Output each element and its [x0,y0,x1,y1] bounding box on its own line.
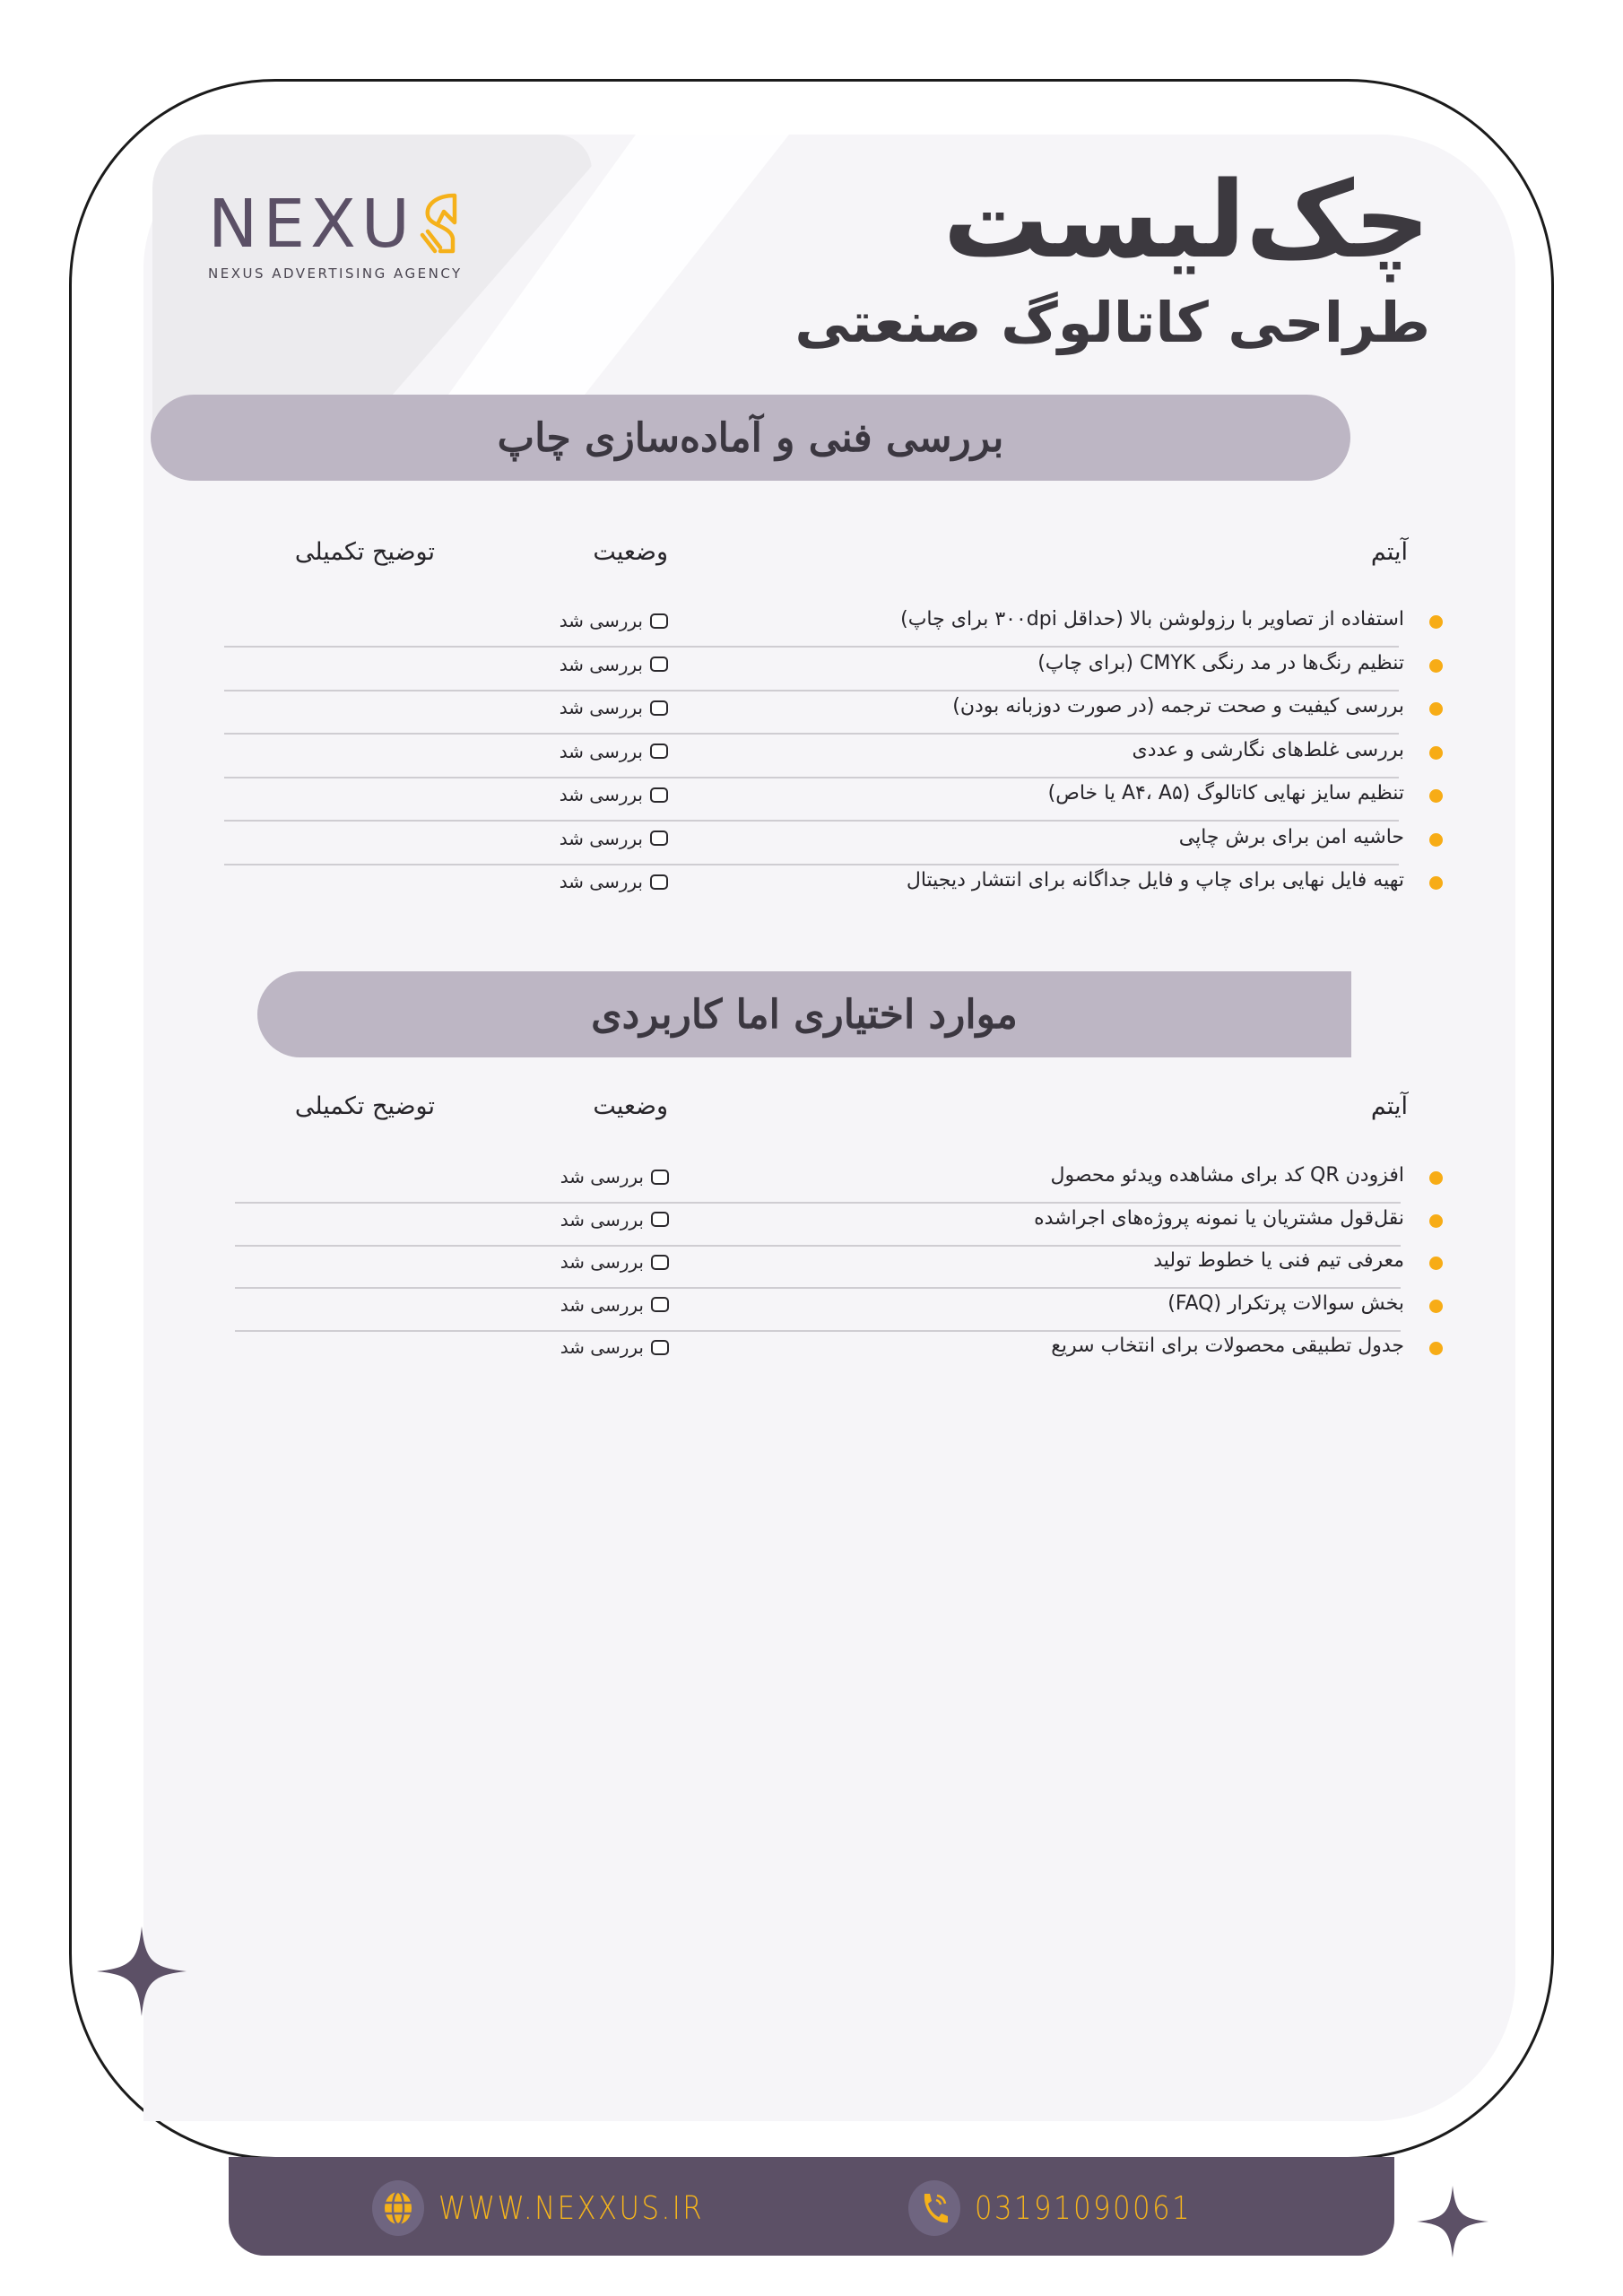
checkbox-icon[interactable] [651,1340,669,1355]
checkbox-icon[interactable] [650,613,668,629]
checklist-item-text: جدول تطبیقی محصولات برای انتخاب سریع [1051,1335,1404,1357]
sparkle-icon [1417,2186,1488,2257]
checklist-item-text: حاشیه امن برای برش چاپی [1178,825,1404,848]
status-checkbox[interactable] [560,1251,669,1273]
logo [208,188,463,282]
checklist-row [0,819,1623,862]
checkbox-icon[interactable] [651,1255,669,1270]
status-checkbox[interactable] [560,1294,669,1316]
phone-icon [908,2180,960,2236]
column-header-status: وضعیت [593,538,668,566]
bullet-icon [1429,702,1443,716]
status-checkbox[interactable] [560,697,668,718]
column-header-item: آیتم [1370,538,1408,566]
checklist-item-text: تنظیم سایز نهایی کاتالوگ (A۴، A۵ یا خاص) [1047,782,1404,804]
website-link[interactable]: WWW.NEXXUS.IR [438,2189,705,2227]
section-title: موارد اختیاری اما کاربردی [591,991,1018,1038]
checkbox-icon[interactable] [650,744,668,759]
status-label: بررسی شد [560,1336,644,1358]
status-checkbox[interactable] [560,610,668,631]
checklist-row [0,1157,1623,1200]
checklist-row [0,775,1623,818]
status-label: بررسی شد [559,784,643,805]
checklist-row [0,645,1623,688]
footer-contact-bar [229,2157,1394,2256]
column-header-item: آیتم [1370,1092,1408,1120]
checklist-row [0,1285,1623,1328]
column-header-status: وضعیت [593,1092,668,1120]
checklist-item-text: افزودن QR کد برای مشاهده ویدئو محصول [1050,1164,1404,1187]
column-header-notes: توضیح تکمیلی [294,538,435,566]
logo-wordmark [208,186,463,263]
status-checkbox[interactable] [560,741,668,762]
section-header-optional [257,971,1351,1057]
bullet-icon [1429,789,1443,803]
checklist-row [0,1242,1623,1285]
status-checkbox[interactable] [560,654,668,675]
status-checkbox[interactable] [560,871,668,892]
status-label: بررسی شد [560,1166,644,1187]
globe-icon [372,2180,424,2236]
checkbox-icon[interactable] [650,874,668,890]
status-label: بررسی شد [560,1293,644,1316]
page-subtitle: طراحی کاتالوگ صنعتی [794,290,1430,355]
bullet-icon [1429,1257,1443,1270]
bullet-icon [1429,1342,1443,1355]
checklist-item-text: بررسی کیفیت و صحت ترجمه (در صورت دوزبانه بودن) [952,695,1404,718]
checklist-item-text: تهیه فایل نهایی برای چاپ و فایل جداگانه برای انتشار دیجیتال [906,869,1404,891]
footer-phone[interactable] [908,2180,1230,2236]
bullet-icon [1429,833,1443,847]
sparkle-icon [97,1926,187,2016]
checklist-item-text: بررسی غلط‌های نگارشی و عددی [1132,738,1404,761]
checkbox-icon[interactable] [650,787,668,803]
checklist-row [0,1327,1623,1370]
bullet-icon [1429,1214,1443,1228]
bullet-icon [1429,659,1443,673]
checklist-item-text: نقل‌قول مشتریان یا نمونه پروژه‌های اجراشده [1034,1206,1404,1230]
status-label: بررسی شد [559,610,643,631]
checklist-row [0,732,1623,775]
footer-website[interactable] [372,2180,751,2236]
status-label: بررسی شد [560,1208,644,1231]
status-label: بررسی شد [560,1251,644,1273]
checkbox-icon[interactable] [651,1297,669,1312]
checkbox-icon[interactable] [650,831,668,846]
checklist-item-text: استفاده از تصاویر با رزولوشن بالا (حداقل ۳۰۰dpi برای چاپ) [900,608,1404,631]
bullet-icon [1429,1300,1443,1313]
checkbox-icon[interactable] [650,657,668,672]
checklist-row [0,1200,1623,1243]
status-checkbox[interactable] [560,1166,669,1187]
bullet-icon [1429,746,1443,760]
status-checkbox[interactable] [560,828,668,849]
status-checkbox[interactable] [560,1336,669,1358]
checklist-row [0,688,1623,731]
logo-tagline: NEXUS ADVERTISING AGENCY [208,265,463,282]
status-label: بررسی شد [559,697,643,718]
checklist-item-text: تنظیم رنگ‌ها در مد رنگی CMYK (برای چاپ) [1037,651,1404,674]
logo-text: NEXU [208,186,415,263]
column-header-notes: توضیح تکمیلی [294,1092,435,1120]
bullet-icon [1429,1171,1443,1185]
status-label: بررسی شد [559,827,643,849]
checklist-row [0,862,1623,905]
checkbox-icon[interactable] [651,1170,669,1185]
checklist-item-text: معرفی تیم فنی یا خطوط تولید [1153,1249,1404,1272]
checkbox-icon[interactable] [651,1212,669,1227]
phone-number[interactable]: 03191090061 [975,2189,1193,2227]
status-label: بررسی شد [559,871,643,892]
status-label: بررسی شد [559,740,643,762]
section-title: بررسی فنی و آماده‌سازی چاپ [497,414,1004,461]
checklist-row [0,601,1623,644]
section-header-print-prep [151,395,1350,481]
status-checkbox[interactable] [560,784,668,805]
checkbox-icon[interactable] [650,700,668,716]
bullet-icon [1429,876,1443,890]
status-checkbox[interactable] [560,1209,669,1231]
bullet-icon [1429,615,1443,629]
checklist-item-text: بخش سوالات پرتکرار (FAQ) [1167,1292,1404,1315]
status-label: بررسی شد [559,653,643,675]
page-title: چک‌لیست [942,158,1430,282]
logo-horse-s-icon [419,192,458,257]
